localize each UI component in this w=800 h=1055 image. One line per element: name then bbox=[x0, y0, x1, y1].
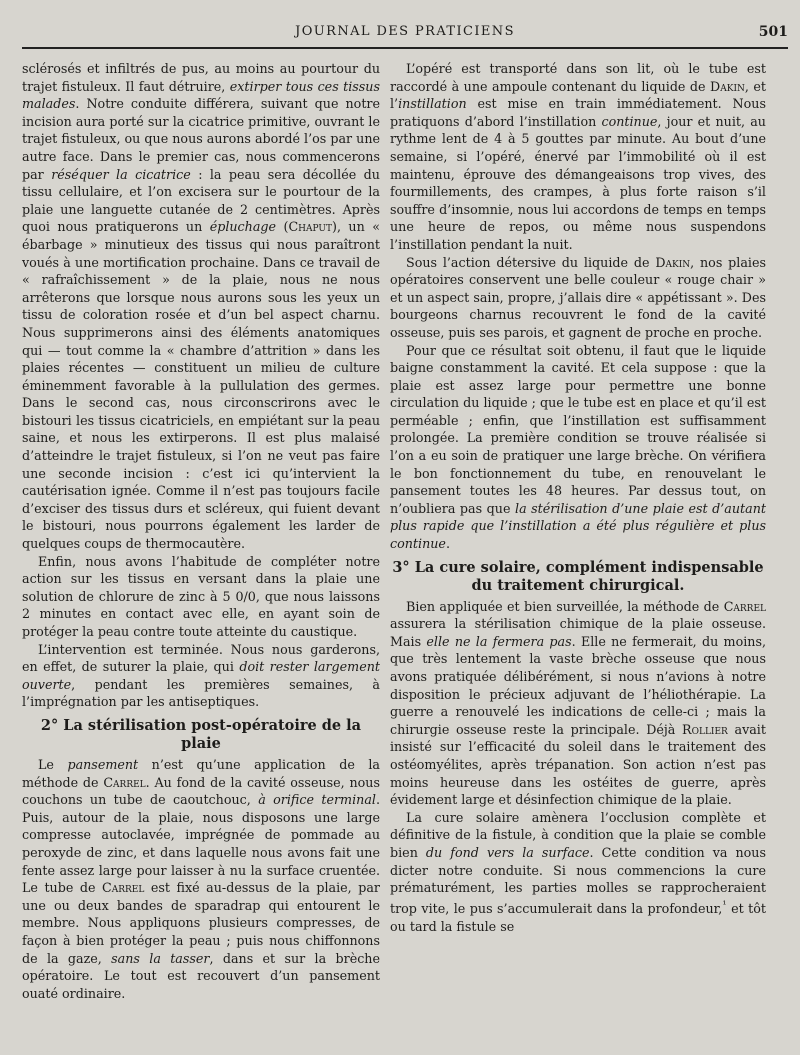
paragraph: L’intervention est terminée. Nous nous garderons, en effet, de suturer la plaie, qui doit rester largement ouverte, pendant les premières semaines, à l’imprégnation par les antiseptiques. bbox=[22, 641, 380, 710]
paragraph: Bien appliquée et bien surveillée, la méthode de Carrel assurera la stérilisation chimique de la plaie osseuse. Mais elle ne la fermera pas. Elle ne fermerait, du moins, que très lentement la vaste brèche osseuse que nous avons pratiquée délibérément, si nous n’avions à notre disposition le précieux adjuvant de l’héliothérapie. La guerre a renouvelé les indications de celle-ci ; mais la chirurgie osseuse reste la principale. Déjà Rollier avait insisté sur l’efficacité du soleil dans le traitement des ostéomyélites, après trépanation. Son action n’est pas moins heureuse dans les ostéites de guerre, après évidement large et désinfection chimique de la plaie. bbox=[390, 598, 766, 808]
paragraph: Sous l’action détersive du liquide de Dakin, nos plaies opératoires conservent une belle couleur « rouge chair » et un aspect sain, propre, j’allais dire « appétissant ». Des bourgeons charnus recouvrent le fond de la cavité osseuse, puis ses parois, et gagnent de proche en proche. bbox=[390, 254, 766, 340]
footnote-marker: ¹ bbox=[722, 898, 727, 911]
paragraph: Le pansement n’est qu’une application de la méthode de Carrel. Au fond de la cavité osseuse, nous couchons un tube de caoutchouc, à orifice terminal. Puis, autour de la plaie, nous disposons une large compresse autoclavée, imprégnée de pommade au peroxyde de zinc, et dans laquelle nous avons fait une fente assez large pour laisser à nu la surface cruentée. Le tube de Carrel est fixé au-dessus de la plaie, par une ou deux bandes de sparadrap qui entourent le membre. Nous appliquons plusieurs compresses, de façon à bien protéger la peau ; puis nous chiffonnons de la gaze, sans la tasser, dans et sur la brèche opératoire. Le tout est recouvert d’un pansement ouaté ordinaire. bbox=[22, 756, 380, 1001]
left-column bbox=[22, 60, 380, 1040]
paragraph: sclérosés et infiltrés de pus, au moins au pourtour du trajet fistuleux. Il faut détruire, extirper tous ces tissus malades. Notre conduite différera, suivant que notre incision aura porté sur la cicatrice primitive, ouvrant le trajet fistuleux, ou que nous aurons abordé l’os par une autre face. Dans le premier cas, nous commencerons par réséquer la cicatrice : la peau sera décollée du tissu cellulaire, et l’on excisera sur le pourtour de la plaie une languette cutanée de 2 centimètres. Après quoi nous pratiquerons un épluchage (Chaput), un « ébarbage » minutieux des tissus qui nous paraîtront voués à une mortification prochaine. Dans ce travail de « rafraîchissement » de la plaie, nous ne nous arrêterons que lorsque nous aurons sous les yeux un tissu de coloration rosée et d’un bel aspect charnu. Nous supprimerons ainsi des éléments anatomiques qui — tout comme la « chambre d’attrition » dans les plaies récentes — constituent un milieu de culture éminemment favorable à la pullulation des germes. Dans le second cas, nous circonscrirons avec le bistouri les tissus cicatriciels, en empiétant sur la peau saine, et nous les extirperons. Il est plus malaisé d’atteindre le trajet fistuleux, si l’on ne veut pas faire une seconde incision : c’est ici qu’intervient la cautérisation ignée. Comme il n’est pas toujours facile d’exciser des tissus durs et scléreux, qui fuient devant le bistouri, nous pourrons également les larder de quelques coups de thermocautère. bbox=[22, 61, 380, 552]
paragraph: La cure solaire amènera l’occlusion complète et définitive de la fistule, à condition que la plaie se comble bien du fond vers la surface. Cette condition va nous dicter notre conduite. Si nous commencions la cure prématurément, les parties molles se rapprocheraient trop vite, le pus s’accumulerait dans la profondeur,$^{^1}$ et tôt ou tard la fistule se bbox=[390, 809, 766, 934]
running-header bbox=[22, 22, 788, 44]
header-rule bbox=[22, 47, 788, 49]
journal-title: JOURNAL DES PRATICIENS bbox=[295, 24, 515, 39]
paragraph: Enfin, nous avons l’habitude de compléter notre action sur les tissus en versant dans la plaie une solution de chlorure de zinc à 5 0/0, que nous laissons 2 minutes en contact avec elle, en ayant soin de protéger la peau contre toute atteinte du caustique. bbox=[22, 553, 380, 639]
section-heading: 2° La stérilisation post-opératoire de la plaie bbox=[40, 716, 362, 752]
page-number: 501 bbox=[758, 24, 788, 40]
paragraph: Pour que ce résultat soit obtenu, il faut que le liquide baigne constamment la cavité. Et cela suppose : que la plaie est assez large pour permettre une bonne circulation du liquide ; que le tube est en place et qu’il est perméable ; enfin, que l’instillation est suffisamment prolongée. La première condition se trouve réalisée si l’on a eu soin de pratiquer une large brèche. On vérifiera le bon fonctionnement du tube, en renouvelant le pansement toutes les 48 heures. Par dessus tout, on n’oubliera pas que la stérilisation d’une plaie est d’autant plus rapide que l’instillation a été plus régulière et plus continue. bbox=[390, 342, 766, 552]
right-column bbox=[390, 60, 766, 1040]
paragraph: L’opéré est transporté dans son lit, où le tube est raccordé à une ampoule contenant du liquide de Dakin, et l’instillation est mise en train immédiatement. Nous pratiquons d’abord l’instillation continue, jour et nuit, au rythme lent de 4 à 5 gouttes par minute. Au bout d’une semaine, si l’opéré, énervé par l’immobilité où il est maintenu, éprouve des démangeaisons trop vives, des fourmillements, des crampes, à plus forte raison s’il souffre d’insomnie, nous lui accordons de temps en temps une heure de repos, ou même nous suspendons l’instillation pendant la nuit. bbox=[390, 61, 766, 252]
section-heading: 3° La cure solaire, complément indispensable du traitement chirurgical. bbox=[392, 558, 764, 594]
